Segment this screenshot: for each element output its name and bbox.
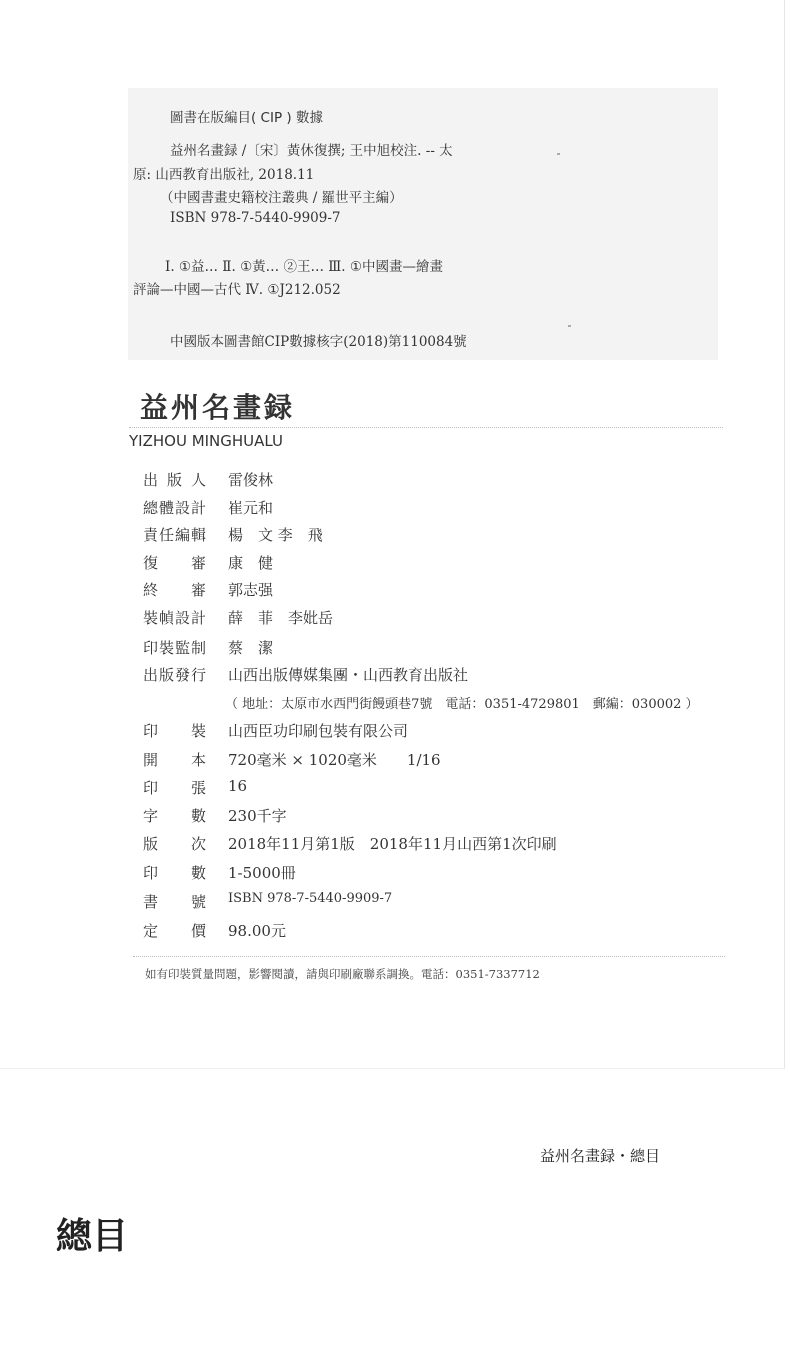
cip-line: 益州名畫録 /〔宋〕黃休復撰; 王中旭校注. -- 太	[170, 143, 453, 159]
cip-record-number: 中國版本圖書館CIP數據核字(2018)第110084號	[170, 334, 467, 350]
divider	[129, 427, 723, 428]
cip-line: （中國書畫史籍校注叢典 / 羅世平主編）	[160, 190, 403, 206]
cip-isbn: ISBN 978-7-5440-9909-7	[170, 210, 341, 226]
credit-value: 山西出版傳媒集團・山西教育出版社	[228, 666, 469, 684]
quality-notice: 如有印裝質量問題，影響閱讀，請與印刷廠聯系調換。電話：0351-7337712	[145, 967, 540, 981]
credit-label: 出版人	[143, 471, 206, 489]
credit-value: 山西臣功印刷包裝有限公司	[228, 722, 409, 740]
credit-value: 98.00元	[228, 922, 286, 940]
credit-label: 字數	[143, 807, 206, 825]
credit-value: 2018年11月第1版 2018年11月山西第1次印刷	[228, 835, 557, 853]
credit-value: 1-5000冊	[228, 864, 296, 882]
divider	[133, 956, 725, 957]
credit-label: 版次	[143, 835, 206, 853]
cip-line: 原: 山西教育出版社, 2018.11	[133, 167, 315, 183]
credit-value: ISBN 978-7-5440-9909-7	[228, 891, 393, 906]
scan-speck	[557, 153, 560, 155]
credit-value: 雷俊林	[228, 471, 274, 489]
credit-label: 印數	[143, 864, 206, 882]
credit-value: 16	[228, 777, 248, 795]
book-title: 益州名畫録	[140, 391, 296, 424]
credit-label: 書號	[143, 893, 206, 911]
credit-label: 開本	[143, 751, 206, 769]
credit-value: 楊 文 李 飛	[228, 526, 323, 544]
publisher-address: （ 地址：太原市水西門街饅頭巷7號 電話：0351-4729801 郵編：030002 ）	[225, 697, 699, 712]
credit-label: 出版發行	[143, 666, 206, 684]
credit-label: 印裝	[143, 722, 206, 740]
book-pinyin-title: YIZHOU MINGHUALU	[129, 432, 284, 450]
credit-label: 裝幀設計	[143, 609, 206, 627]
credit-value: 蔡 潔	[228, 639, 274, 657]
credit-value: 崔元和	[228, 499, 274, 517]
credit-value: 薛 菲 李妣岳	[228, 609, 334, 627]
credit-value: 720毫米 × 1020毫米 1/16	[228, 751, 441, 769]
credit-value: 230千字	[228, 807, 287, 825]
credit-label: 定價	[143, 922, 206, 940]
credit-value: 康 健	[228, 554, 274, 572]
credit-label: 責任編輯	[143, 526, 206, 544]
credit-label: 總體設計	[143, 499, 206, 517]
credit-label: 印張	[143, 779, 206, 797]
credit-label: 復審	[143, 554, 206, 572]
credit-label: 終審	[143, 581, 206, 599]
cip-heading: 圖書在版編目( CIP ) 數據	[170, 110, 323, 126]
credit-label: 印裝監制	[143, 639, 206, 657]
cip-classification: 評論—中國—古代 Ⅳ. ①J212.052	[133, 282, 341, 298]
scan-speck	[568, 325, 571, 327]
cip-classification: Ⅰ. ①益… Ⅱ. ①黃… ②王… Ⅲ. ①中國畫—繪畫	[165, 259, 443, 275]
section-title: 總目	[56, 1215, 129, 1257]
credit-value: 郭志强	[228, 581, 274, 599]
running-head: 益州名畫録・總目	[540, 1147, 661, 1165]
